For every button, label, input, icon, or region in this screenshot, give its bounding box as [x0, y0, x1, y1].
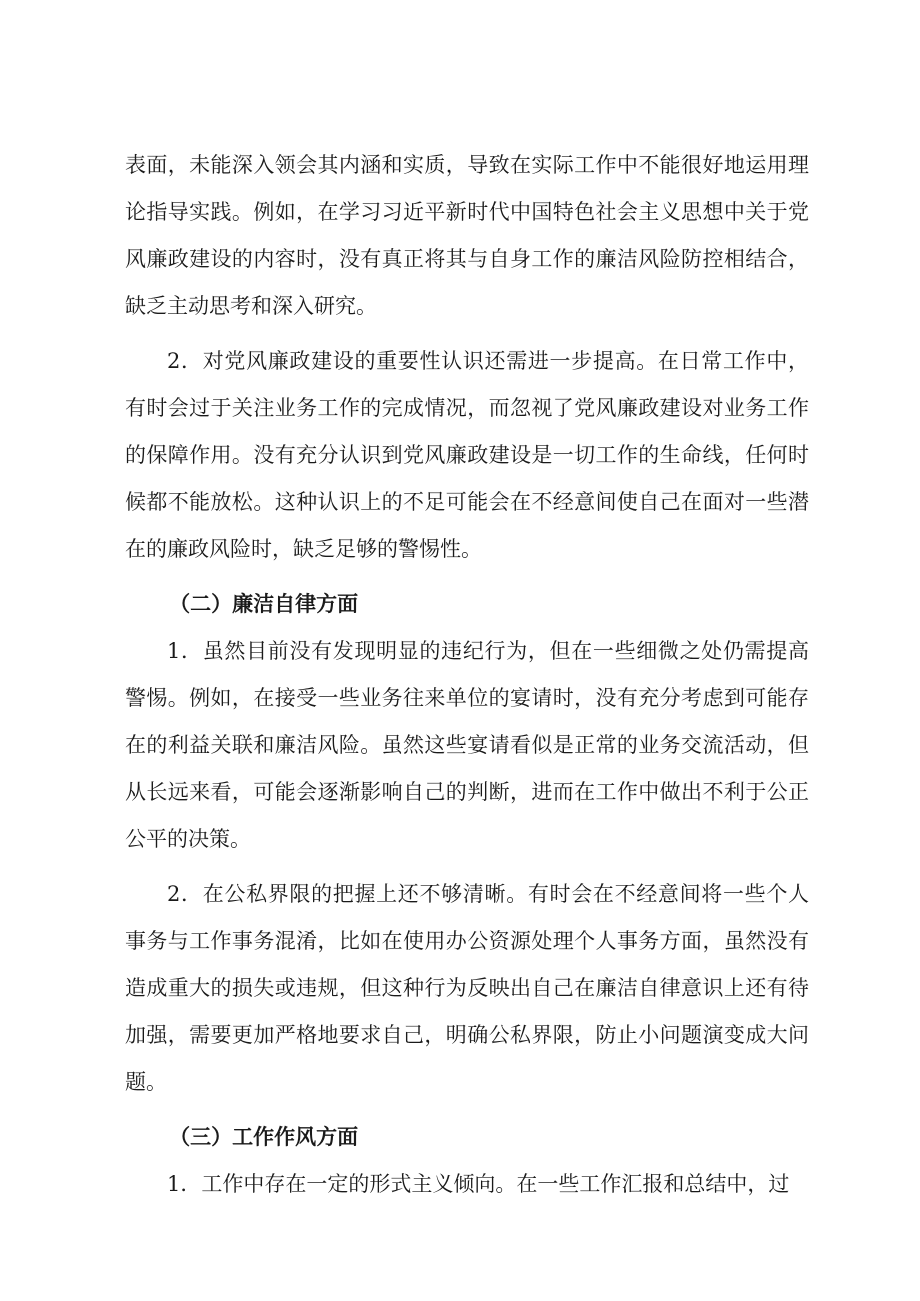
section-heading-work-style: （三）工作作风方面 [169, 1125, 359, 1149]
section-heading-self-discipline: （二）廉洁自律方面 [169, 592, 359, 616]
paragraph-item-1-formalism: 1．工作中存在一定的形式主义倾向。在一些工作汇报和总结中，过 [167, 1172, 790, 1196]
document-body [125, 142, 809, 1208]
paragraph-item-2-boundaries: 2．在公私界限的把握上还不够清晰。有时会在不经意间将一些个人事务与工作事务混淆，比如在使用办公资源处理个人事务方面，虽然没有造成重大的损失或违规，但这种行为反映出自己在廉洁自律意识上还有待加强，需要更加严格地要求自己，明确公私界限，防止小问题演变成大问题。 [125, 882, 809, 1094]
paragraph-item-1-vigilance: 1．虽然目前没有发现明显的违纪行为，但在一些细微之处仍需提高警惕。例如，在接受一些业务往来单位的宴请时，没有充分考虑到可能存在的利益关联和廉洁风险。虽然这些宴请看似是正常的业务交流活动，但从长远来看，可能会逐渐影响自己的判断，进而在工作中做出不利于公正公平的决策。 [125, 639, 809, 851]
paragraph-continued: 表面，未能深入领会其内涵和实质，导致在实际工作中不能很好地运用理论指导实践。例如，在学习习近平新时代中国特色社会主义思想中关于党风廉政建设的内容时，没有真正将其与自身工作的廉洁风险防控相结合，缺乏主动思考和深入研究。 [125, 153, 809, 318]
paragraph-item-2-awareness: 2．对党风廉政建设的重要性认识还需进一步提高。在日常工作中，有时会过于关注业务工作的完成情况，而忽视了党风廉政建设对业务工作的保障作用。没有充分认识到党风廉政建设是一切工作的生命线，任何时候都不能放松。这种认识上的不足可能会在不经意间使自己在面对一些潜在的廉政风险时，缺乏足够的警惕性。 [125, 349, 809, 561]
